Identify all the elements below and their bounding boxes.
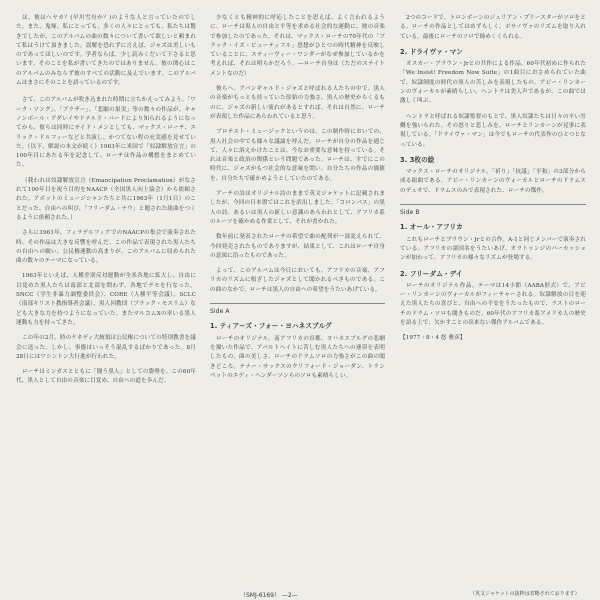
paragraph: ローチのオリジナル作品。テーマは14小節（AABA形式）で、アビー・リンカーンのヴォーカルがフィーチャーされる。奴隷解放の日を迎えた黒人たちの喜びと、自由への不安をうたったもので、ラストのローチのドラム・ソロも聞きものだ。60年代のアフリカ系アメリカ人の歴史を語る上で、欠かすことの出来ない傑作アルバムである。 [400, 282, 586, 327]
side-b-label: Side B [400, 204, 586, 217]
track-heading: 1. ティアーズ・フォー・ヨハネスブルグ [210, 322, 332, 331]
author-signature: 【1977・8・4 悠 雅彦】 [400, 335, 466, 342]
paragraph: （我われは奴隷解放宣言（Emancipation Proclamation）がなされて100年目を祝う目的をNAACP（全国黒人向上協会）から依頼された。アボットのミュージシャンたちと共に1963年（1月1日）のことだった。自由への叫び、「フリーダム・ナウ」と題された組曲をつくるように依頼された。） [16, 177, 196, 221]
paragraph: ローチはミンガスとともに「闘う黒人」としての姿勢を、この60年代、黒人として自由の音楽に目覚め、自由への道を歩んだ。 [16, 369, 196, 385]
track-heading: 1. オール・アフリカ [400, 223, 463, 232]
paragraph: アーチの詩はオリジナル詩のままで英文ジャケットに記載されましたが、今回の日本盤ではこれを訳出しました。「コロンバス」の黒人の詩、あるいは黒人の新しい意識のあらわれとして、アフリカ系のルーツを確かめる作業として、それが書かれた。 [210, 191, 385, 225]
paragraph: 彼らへ、アバンギャルド・ジャズと呼ばれる人たちの中で、黒人の音楽がもっとも持っていた原始の力強さ、黒人の歴史からくるものに、ジャズの新しい流れがあるとすれば、それは自然に、ローチが表現した作品にあらわれていると思う。 [210, 86, 385, 120]
paragraph: は、彼はヘヤカ？(早川雪舟か？)のような人と言っていたのでした。また、鬼塚、私にとっても、多くの人々にとっても、私たちは驚きでしたが、このアルバムの曲の数々について書いて欲しいと頼まれて私はうけて頂きました。誤解を恐れずに言えば、ジャズは美しいものであってほしいのです。学者ならば、少し読みくだいて下さると思います。そのことを私が書いてきたのではありません。彼の関心はこのアルバムのみならず彼のすべての活動に及んでいます。このアルバムはまさにそのことを語っているのです。 [16, 15, 196, 87]
paragraph: 1963年といえば、人種差別反対運動が全米各地に拡大し、自由に目覚めた黒人たちは南部と北部を問わず、各地でデモを行なった。SNCC（学生非暴力調整委員会）、CORE（人種平等会議）、SCLC（南部キリスト教指導者会議）、黒人回教団（ブラック・モスリム）なども大きな力を持つようになっていた。またマルコムXの率いる黒人運動も力を持ってきた。 [16, 273, 196, 326]
paragraph: よって、このアルバムは今日においても、アフリカの音楽、アフリカのリズムに根ざしたジャズとして聞かれるべきものである。この曲のなかで、ローチは黒人の自由への希望をうたいあげている。 [210, 268, 385, 293]
paragraph: これもローチとブラウン・Jrとの合作。A-1と同じメンバーで演奏されている。アフリカの諸国名をうたいあげ、オラトゥンジのパーカッションが加わって、アフリカの様々なリズムが登場する。 [400, 236, 586, 262]
paragraph: 数年前に発表されたローチの希望で曲の配列が一部変えられて、今回発売されたものでありますが、結果として、これはローチ自身の意図に沿ったものであった。 [210, 234, 385, 259]
paragraph: さらに1961年、フィラデルフィアでのNAACPの集会で演奏された時、その作品は大きな反響を呼んだ。この作品で表現された黒人たちの自由への願い、公民権運動の高まりが、このアルバムに収められた曲の数々のテーマになっている。 [16, 230, 196, 265]
paragraph: さて、このアルバムが吹き込まれた時期に立ちかえってみよう。「ワーク・ソング」、「ブラザー」、「悲願の果実」等の数々の作品が、キャノンボール・アダレイやドナルド・バードにより知られるようになってから、彼らは同時にサイド・メンとしても、マックス・ローチ、エリック・ドルフィーなどと共演し、かつてない程の充実感を見せていた。（以下、解説の本文が続く）1963年に米国で「奴隷解放宣言」の100年目にあたる年を記念して、ローチは作品の構想をまとめていた。 [16, 97, 196, 169]
text-column-1 [16, 14, 196, 570]
text-column-2 [210, 14, 385, 570]
track-heading: 2. ドライヴァ・マン [400, 47, 463, 56]
paragraph: 2つのコードで、トロンボーンのジュリアン・プリースターがソロをとる。ローチの作品としてはめずらしく、ボサノヴァのリズムを取り入れている。最後にローチのソロで締めくくられる。 [400, 15, 586, 40]
track-heading: 2. フリーダム・デイ [400, 269, 463, 278]
text-column-3 [400, 14, 586, 570]
footer-note: （英文ジャケットの抜粋は省略されております） [470, 591, 580, 597]
paragraph: マックス・ローチのオリジナル。「祈り」「抗議」「平和」の3部分から成る組曲である。アビー・リンカーンのヴォーカルとローチのドラムスのデュオで、ドラムスのみで表現された、ローチの傑作。 [400, 169, 586, 194]
paragraph: この年の2月、時のケネディ大統領は公民権についての特別教書を議会に送った。しかし、事態はいっそう混乱するばかりであった。8月28日にはワシントン大行進が行われた。 [16, 335, 196, 360]
paragraph: ヘントラと呼ばれる奴隷監督のもとで、黒人奴隷たちは日々の辛い労働を強いられた。その怒りと悲しみを、ローチとリンカーンが見事に表現している。「ドライヴァ・マン」は今でもローチの代表作のひとつとなっている。 [400, 113, 586, 148]
track-heading: 3. 3枚の絵 [400, 155, 435, 164]
paragraph: ローチのオリジナル。南アフリカの首都、ヨハネスブルグの悲劇を描いた作品で、アパルトヘイトに苦しむ黒人たちへの連帯を表明したもの。曲の美しさ、ローチのドラムソロの力強さがこの曲の聞きどころ。テナー・サックスのクリフォード・ジョーダン、トランペットのエディ・ヘンダーソンらのソロも素晴らしい。 [210, 335, 385, 379]
catalog-page-number: （SMJ-6169） —2— [240, 592, 298, 599]
side-a-label: Side A [210, 303, 385, 316]
paragraph: 少なくとも精神的に呼応したことを思えば、よく言われるように、ローチは黒人の自由と平等を求める社会的な運動に、彼の音楽で参加したのであった。それは、マックス・ローチの70年代の「ブラック・イズ・ビューティフル」思想がひとつの時代精神を反映していることに、スティーヴィー・ワンダーがなぜ参加しているかを考えれば、それは明らかだろう。—ローチ自身は（ただのステイトメントなのだ） [210, 15, 385, 77]
paragraph: オスカー・ブラウン・Jrとの共作による作品。60年代初めに作られた「We Insist! Freedom Now Suite」の1曲目におさめられていた曲で、奴隷制度の時代の黒人の苦しみを表現したもの。アビー・リンカーンのヴォーカルが素晴らしい。ヘントラは美人声であるが、この曲では激しく叫ぶ。 [400, 61, 586, 105]
paragraph: ブロテスト・ミュージックというのは、この制作時においての、黒人社会の中でも様々な議論を呼んだ。ローチが自分の作品を通じて、人々に訴えかけたことは、今なお重要な意味を持っている。それは音楽と政治の関係という問題であった。ローチは、すでにこの時代に、ジャズがもつ社会的な意味を問い、自分たちの作品の価値を、自分たちで確かめようとしていたのである。 [210, 129, 385, 182]
